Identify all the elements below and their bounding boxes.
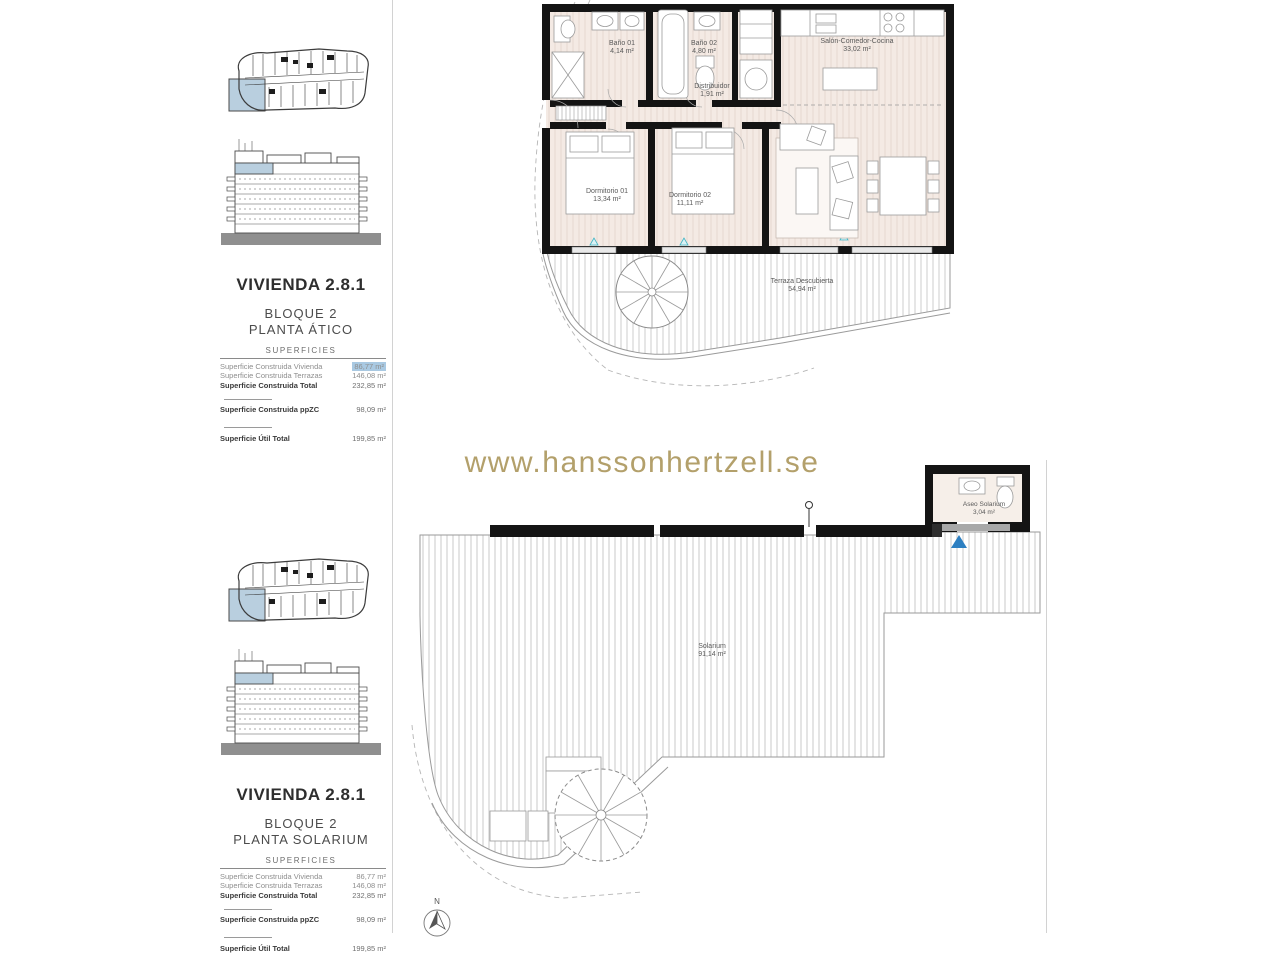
room-label-terraza-descubierta: Terraza Descubierta 54,94 m² [770, 278, 834, 293]
row-value: 199,85 m² [352, 943, 386, 953]
table-row [220, 872, 386, 881]
watermark-url: www.hanssonhertzell.se [464, 446, 820, 479]
solarium-deck [420, 532, 1040, 859]
highlighted-floor [235, 163, 273, 174]
row-value: 86,77 m² [356, 872, 386, 881]
terrace-deck [547, 252, 950, 354]
row-label: Superficie Útil Total [220, 433, 290, 443]
room-label-aseo-solarium: Aseo Solarium 3,04 m² [962, 501, 1006, 516]
kitchen-island [823, 68, 877, 90]
table-row [220, 371, 386, 380]
table-row [220, 944, 386, 953]
compass-north-label: N [434, 897, 440, 906]
room-label-solarium: Solarium 91,14 m² [698, 643, 726, 658]
table-row [220, 891, 386, 900]
table-separator [224, 909, 272, 910]
highlighted-floor [235, 673, 273, 684]
parapet-walls [490, 525, 932, 537]
living-room-furniture [776, 124, 858, 238]
superficies-heading: SUPERFICIES [265, 856, 337, 865]
floorplan-atico [480, 0, 1060, 450]
row-label: Superficie Construida Vivienda [220, 362, 323, 371]
spiral-stair-icon [616, 256, 688, 328]
row-label: Superficie Construida Vivienda [220, 872, 323, 881]
ground-bar [221, 233, 381, 245]
table-row [220, 362, 386, 371]
step-block [932, 524, 942, 537]
room-label-bano-02: Baño 02 4,80 m² [690, 40, 718, 55]
info-panel-solarium [210, 510, 392, 953]
table-row [220, 434, 386, 443]
floor-subtitle [210, 306, 392, 338]
room-label-bano-01: Baño 01 4,14 m² [608, 40, 636, 55]
table-separator [224, 427, 272, 428]
row-label: Superficie Construida Total [220, 890, 318, 900]
row-value: 232,85 m² [352, 380, 386, 390]
row-value: 98,09 m² [356, 405, 386, 415]
floorplan-atico-drawing [480, 0, 1060, 450]
building-elevation-thumbnail [219, 133, 383, 249]
floorplan-solarium [396, 455, 1056, 933]
unit-title: VIVIENDA 2.8.1 [236, 275, 366, 294]
row-value: 146,08 m² [352, 371, 386, 381]
site-plan-thumbnail [223, 45, 379, 123]
floorplan-solarium-drawing [396, 455, 1056, 933]
gray-sill [942, 524, 1010, 531]
table-row [220, 405, 386, 414]
row-label: Superficie Construida Terrazas [220, 371, 323, 381]
row-label: Superficie Construida Total [220, 380, 318, 390]
room-label-salon-comedor-cocina: Salón-Comedor-Cocina 33,02 m² [820, 38, 894, 53]
table-separator [224, 399, 272, 400]
site-plan-thumbnail [223, 555, 379, 633]
building-elevation-thumbnail [219, 643, 383, 759]
ground-bar [221, 743, 381, 755]
superficies-table [220, 358, 386, 443]
dining-set [867, 157, 939, 215]
page-border-left [392, 0, 393, 933]
row-value-highlighted: 86,77 m² [354, 362, 384, 371]
row-value: 199,85 m² [352, 433, 386, 443]
access-symbol [806, 502, 813, 528]
info-panel-atico [210, 0, 392, 445]
row-value: 146,08 m² [352, 881, 386, 891]
block-label: BLOQUE 2 [264, 306, 338, 321]
table-row [220, 381, 386, 390]
row-value: 98,09 m² [356, 915, 386, 925]
floor-subtitle [210, 816, 392, 848]
block-label: BLOQUE 2 [264, 816, 338, 831]
entry-closet [556, 106, 606, 120]
room-label-distribuidor: Distribuidor 1,91 m² [694, 83, 730, 98]
row-value: 232,85 m² [352, 890, 386, 900]
table-row [220, 881, 386, 890]
highlighted-unit [229, 589, 265, 621]
table-row [220, 915, 386, 924]
unit-title: VIVIENDA 2.8.1 [236, 785, 366, 804]
row-label: Superficie Construida ppZC [220, 405, 320, 415]
aseo-solarium-room [925, 465, 1030, 532]
table-separator [224, 937, 272, 938]
row-label: Superficie Útil Total [220, 943, 290, 953]
superficies-table [220, 868, 386, 953]
row-label: Superficie Construida ppZC [220, 915, 320, 925]
highlighted-unit [229, 79, 265, 111]
compass-icon [424, 910, 450, 936]
planta-label: PLANTA ÁTICO [248, 322, 354, 337]
row-label: Superficie Construida Terrazas [220, 881, 323, 891]
room-label-dormitorio-01: Dormitorio 01 13,34 m² [585, 188, 629, 203]
planta-label: PLANTA SOLARIUM [233, 832, 369, 847]
superficies-heading: SUPERFICIES [265, 346, 337, 355]
room-label-dormitorio-02: Dormitorio 02 11,11 m² [668, 192, 712, 207]
